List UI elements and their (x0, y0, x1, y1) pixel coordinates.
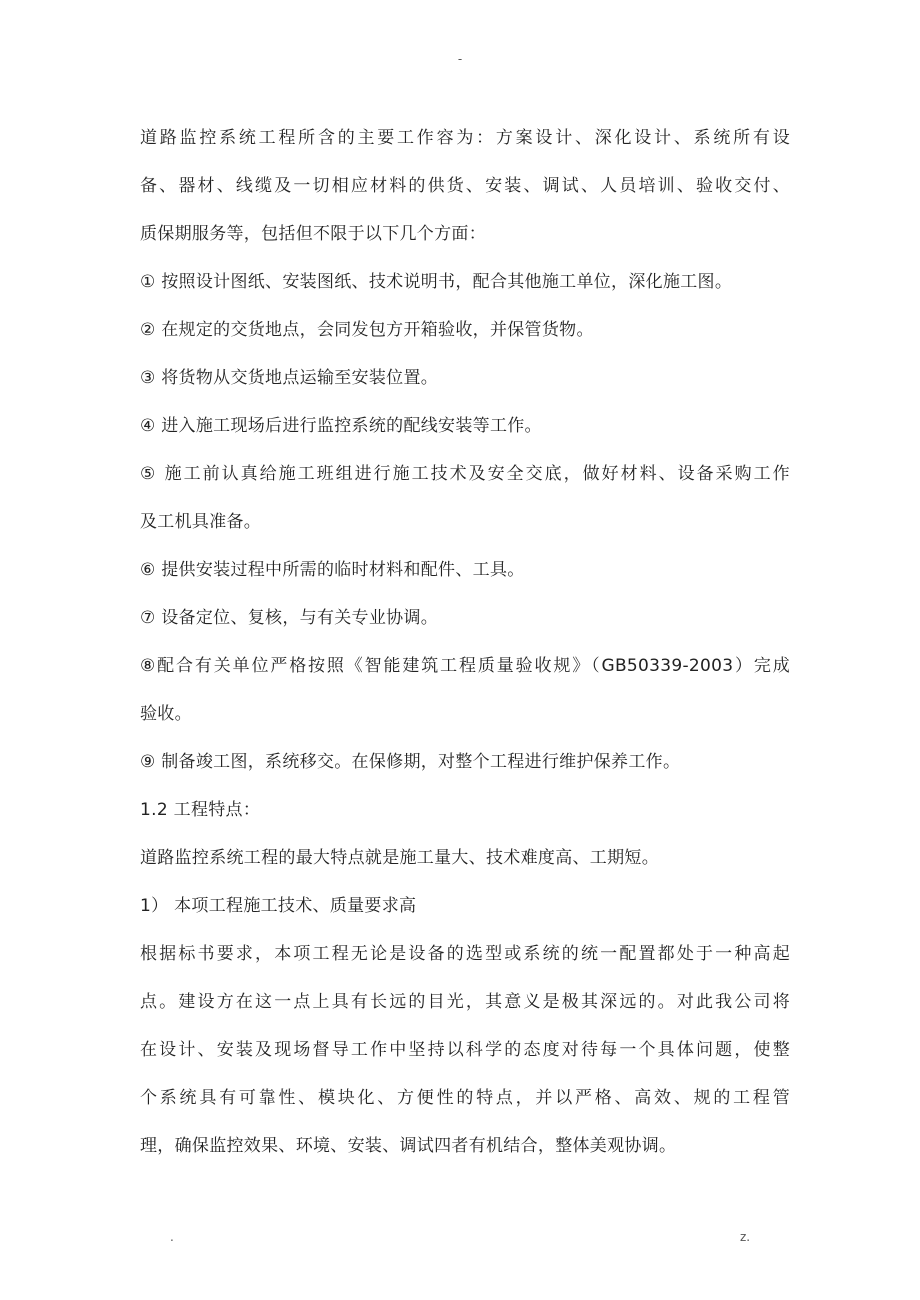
list-item-continuation: 验收。 (140, 704, 192, 724)
list-item: ⑤ 施工前认真给施工班组进行施工技术及安全交底，做好材料、设备采购工作 (140, 464, 790, 484)
paragraph-line: 道路监控系统工程所含的主要工作容为：方案设计、深化设计、系统所有设 (140, 128, 790, 148)
paragraph-line: 理，确保监控效果、环境、安装、调试四者有机结合，整体美观协调。 (140, 1136, 677, 1156)
list-item: ⑨ 制备竣工图，系统移交。在保修期，对整个工程进行维护保养工作。 (140, 752, 681, 772)
list-item: ⑥ 提供安装过程中所需的临时材料和配件、工具。 (140, 560, 525, 580)
subsection-heading: 1） 本项工程施工技术、质量要求高 (140, 896, 417, 916)
page-header-mark: - (457, 52, 463, 66)
paragraph-line: 道路监控系统工程的最大特点就是施工量大、技术难度高、工期短。 (140, 848, 659, 868)
list-item: ⑧配合有关单位严格按照《智能建筑工程质量验收规》（GB50339-2003）完成 (140, 656, 790, 676)
document-body (140, 114, 790, 1170)
list-item: ③ 将货物从交货地点运输至安装位置。 (140, 368, 439, 388)
paragraph-line: 在设计、安装及现场督导工作中坚持以科学的态度对待每一个具体问题，使整 (140, 1040, 790, 1060)
page-footer-left-mark: . (170, 1230, 174, 1244)
paragraph-line: 根据标书要求，本项工程无论是设备的选型或系统的统一配置都处于一种高起 (140, 944, 790, 964)
list-item: ② 在规定的交货地点，会同发包方开箱验收，并保管货物。 (140, 320, 594, 340)
paragraph-line: 点。建设方在这一点上具有长远的目光，其意义是极其深远的。对此我公司将 (140, 992, 790, 1012)
list-item-continuation: 及工机具准备。 (140, 512, 262, 532)
paragraph-line: 质保期服务等，包括但不限于以下几个方面： (140, 224, 486, 244)
paragraph-line: 备、器材、线缆及一切相应材料的供货、安装、调试、人员培训、验收交付、 (140, 176, 790, 196)
list-item: ⑦ 设备定位、复核，与有关专业协调。 (140, 608, 439, 628)
section-heading: 1.2 工程特点： (140, 800, 261, 820)
list-item: ① 按照设计图纸、安装图纸、技术说明书，配合其他施工单位，深化施工图。 (140, 272, 733, 292)
page-footer-right-mark: z. (740, 1230, 751, 1244)
paragraph-line: 个系统具有可靠性、模块化、方便性的特点，并以严格、高效、规的工程管 (140, 1088, 790, 1108)
list-item: ④ 进入施工现场后进行监控系统的配线安装等工作。 (140, 416, 542, 436)
